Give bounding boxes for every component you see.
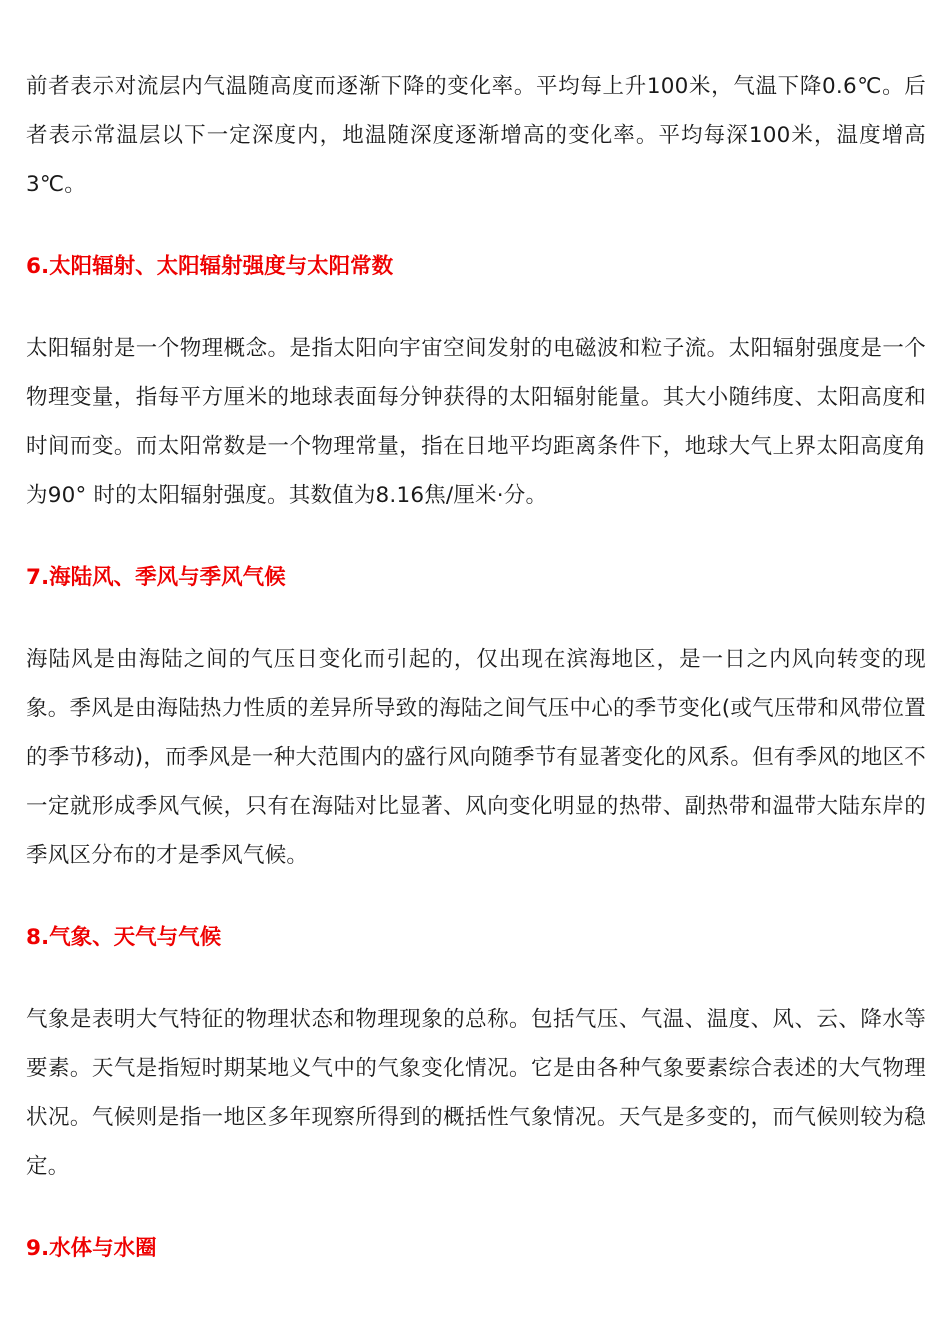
section-7-heading: 7.海陆风、季风与季风气候 [26,565,286,590]
intro-paragraph: 前者表示对流层内气温随高度而逐渐下降的变化率。平均每上升100米，气温下降0.6℃。后者表示常温层以下一定深度内，地温随深度逐渐增高的变化率。平均每深100米，温度增高3℃。 [26,74,926,197]
section-6-heading: 6.太阳辐射、太阳辐射强度与太阳常数 [26,254,394,279]
section-8-heading: 8.气象、天气与气候 [26,925,222,950]
document-page [26,62,926,1273]
section-8-body: 气象是表明大气特征的物理状态和物理现象的总称。包括气压、气温、温度、风、云、降水等要素。天气是指短时期某地义气中的气象变化情况。它是由各种气象要素综合表述的大气物理状况。气候则是指一地区多年现察所得到的概括性气象情况。天气是多变的，而气候则较为稳定。 [26,1007,926,1179]
section-6-body: 太阳辐射是一个物理概念。是指太阳向宇宙空间发射的电磁波和粒子流。太阳辐射强度是一个物理变量，指每平方厘米的地球表面每分钟获得的太阳辐射能量。其大小随纬度、太阳高度和时间而变。而太阳常数是一个物理常量，指在日地平均距离条件下，地球大气上界太阳高度角为90° 时的太阳辐射强度。其数值为8.16焦/厘米·分。 [26,336,926,508]
section-9-heading: 9.水体与水圈 [26,1236,157,1261]
section-7-body: 海陆风是由海陆之间的气压日变化而引起的，仅出现在滨海地区，是一日之内风向转变的现象。季风是由海陆热力性质的差异所导致的海陆之间气压中心的季节变化(或气压带和风带位置的季节移动)，而季风是一种大范围内的盛行风向随季节有显著变化的风系。但有季风的地区不一定就形成季风气候，只有在海陆对比显著、风向变化明显的热带、副热带和温带大陆东岸的季风区分布的才是季风气候。 [26,647,926,868]
